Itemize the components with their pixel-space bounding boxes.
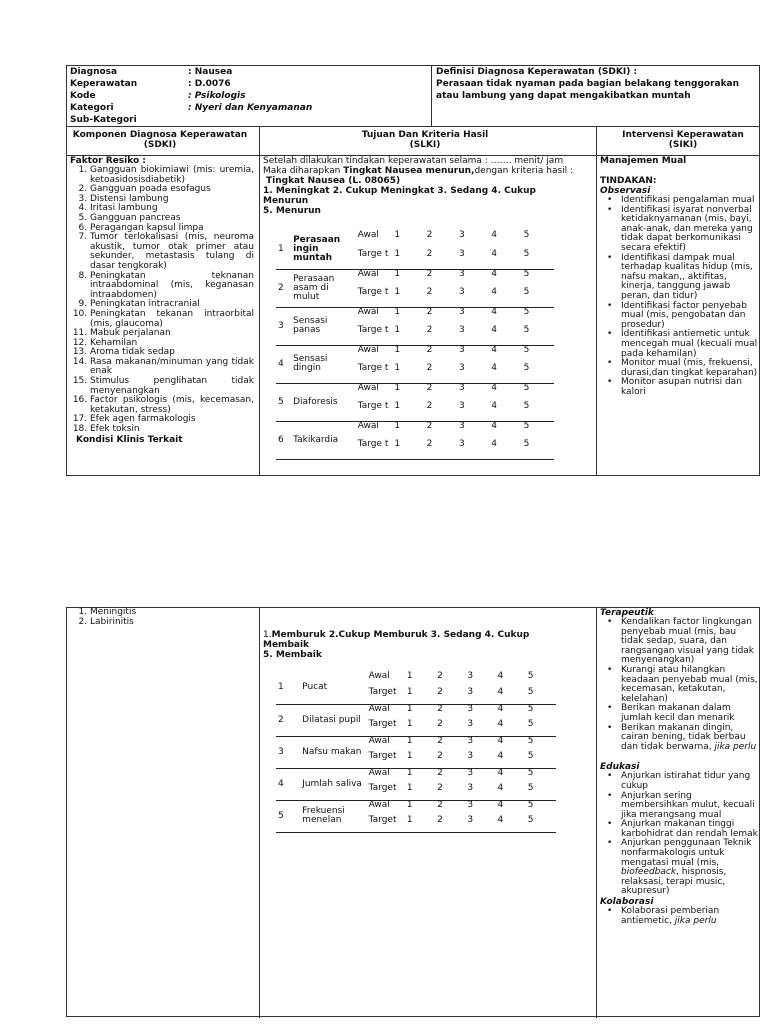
awal-label: Awal	[368, 671, 390, 681]
observasi-list	[600, 196, 758, 397]
target-label: Targe t	[356, 250, 393, 269]
score-cell: 4	[497, 799, 504, 810]
score-cell: 5	[527, 799, 534, 810]
kriteria-number: 5	[276, 383, 291, 421]
edukasi-item: • Anjurkan makanan tinggi karbohidrat dan rendah lemak	[600, 820, 758, 839]
target-label: Targe t	[356, 364, 393, 383]
kriteria-number: 4	[276, 768, 300, 800]
scale2-a1: 1.	[263, 630, 272, 640]
faktor-item: 1. Gangguan biokimiawi (mis: uremia, ketoasidosisdiabetik)	[90, 166, 254, 185]
score-cell: 1	[392, 440, 424, 459]
awal-label: Awal	[368, 767, 390, 778]
kriteria-name: Pucat	[300, 672, 366, 704]
value-kode: : D.0076	[188, 79, 231, 89]
score-cell: 5	[527, 671, 534, 681]
score-cell: 5	[522, 440, 554, 459]
score-cell: 4	[491, 268, 498, 279]
faktor-item: 11. Mabuk perjalanan	[90, 329, 254, 339]
kriteria-name: Jumlah saliva	[300, 768, 366, 800]
faktor-item: 18. Efek toksin	[90, 425, 254, 435]
kondisi-item: 1. Meningitis	[90, 608, 250, 618]
score-cell: 2	[426, 230, 433, 240]
scale-a: 1. Meningkat 2. Cukup Meningkat 3. Sedang 4. Cukup Menurun	[263, 186, 536, 206]
kriteria-name: Frekuensi menelan	[300, 800, 366, 832]
score-cell: 5	[522, 288, 554, 307]
score-cell: 2	[437, 799, 443, 810]
score-cell: 1	[406, 799, 413, 810]
tingkat-nausea-label: Tingkat Nausea (L. 08065)	[266, 176, 401, 186]
score-cell: 2	[437, 671, 443, 681]
faktor-item: 15. Stimulus penglihatan tidak menyenangkan	[90, 377, 254, 396]
target-label: Targe t	[356, 288, 393, 307]
table-row	[276, 383, 554, 402]
header-sdki: Komponen Diagnosa Keperawatan (SDKI)	[72, 130, 248, 150]
kriteria-number: 1	[276, 231, 291, 269]
terapeutik-item: • Kendalikan factor lingkungan penyebab mual (mis, bau tidak sedap, suara, dan rangsangan visual yang tidak menyenangkan)	[600, 618, 758, 666]
score-cell: 5	[522, 326, 554, 345]
score-cell: 3	[458, 268, 465, 279]
target-label: Targe t	[356, 402, 393, 421]
kriteria-number: 2	[276, 704, 300, 736]
score-cell: 2	[425, 250, 457, 269]
table-row	[276, 736, 556, 752]
awal-label: Awal	[368, 735, 390, 746]
score-cell: 3	[457, 364, 489, 383]
score-cell: 3	[465, 816, 495, 832]
score-cell: 5	[527, 735, 534, 746]
kriteria-number: 5	[276, 800, 300, 832]
target-label: Target	[367, 688, 405, 704]
score-cell: 5	[527, 767, 534, 778]
kriteria-number: 4	[276, 345, 291, 383]
kriteria-number: 2	[276, 269, 291, 307]
kriteria-name: Takikardia	[291, 421, 356, 459]
terapeutik-list	[600, 618, 758, 752]
awal-label: Awal	[357, 420, 379, 431]
faktor-item: 17. Efek agen farmakologis	[90, 415, 254, 425]
kriteria-name: Sensasi panas	[291, 307, 356, 345]
score-cell: 1	[406, 735, 413, 746]
observasi-item: • Identifikasi isyarat nonverbal ketidaknyamanan (mis, bayi, anak-anak, dan mereka yang tidak dapat berkomunikasi secara efektif)	[600, 206, 758, 254]
score-cell: 5	[526, 816, 556, 832]
faktor-item: 5. Gangguan pancreas	[90, 214, 254, 224]
label-subkategori: Sub-Kategori	[70, 115, 137, 125]
faktor-list	[70, 166, 254, 435]
score-cell: 1	[405, 720, 435, 736]
faktor-item: 16. Factor psikologis (mis, kecemasan, ketakutan, stress)	[90, 396, 254, 415]
score-cell: 4	[489, 402, 521, 421]
kriteria-name: Perasaan asam di mulut	[291, 269, 356, 307]
score-cell: 4	[496, 688, 526, 704]
faktor-item: 2. Gangguan poada esofagus	[90, 185, 254, 195]
faktor-item: 12. Kehamilan	[90, 339, 254, 349]
score-cell: 4	[489, 326, 521, 345]
score-cell: 5	[523, 306, 530, 317]
score-cell: 3	[458, 344, 465, 355]
score-cell: 3	[467, 703, 474, 714]
kriteria-number: 3	[276, 307, 291, 345]
score-cell: 3	[467, 671, 474, 681]
score-cell: 3	[458, 306, 465, 317]
terapeutik-item: • Kurangi atau hilangkan keadaan penyebab mual (mis, kecemasan, ketakutan, kelelahan)	[600, 666, 758, 704]
score-cell: 4	[497, 703, 504, 714]
observasi-label: Observasi	[600, 186, 651, 196]
edukasi-text: Anjurkan penggunaan Teknik nonfarmakologis untuk mengatasi mual (mis,	[621, 838, 752, 868]
kriteria-name: Diaforesis	[291, 383, 356, 421]
terapeutik-item: • Berikan makanan dalam jumlah kecil dan menarik	[600, 704, 758, 723]
score-cell: 1	[394, 230, 401, 240]
score-cell: 1	[392, 288, 424, 307]
faktor-title: Faktor Resiko :	[70, 156, 146, 166]
score-cell: 3	[457, 288, 489, 307]
kriteria-number: 1	[276, 672, 300, 704]
score-cell: 2	[426, 382, 433, 393]
score-cell: 4	[491, 420, 498, 431]
score-cell: 3	[457, 250, 489, 269]
score-cell: 4	[497, 671, 504, 681]
score-cell: 2	[425, 440, 457, 459]
score-cell: 3	[457, 440, 489, 459]
score-cell: 1	[392, 326, 424, 345]
awal-label: Awal	[357, 344, 379, 355]
score-cell: 1	[406, 767, 413, 778]
label-kategori: Kategori	[70, 103, 114, 113]
score-cell: 5	[526, 688, 556, 704]
score-cell: 1	[405, 784, 435, 800]
faktor-item: 3. Distensi lambung	[90, 195, 254, 205]
observasi-item: • Identifikasi antiemetic untuk mencegah mual (kecuali mual pada kehamilan)	[600, 330, 758, 359]
score-cell: 2	[435, 784, 465, 800]
target-label: Target	[367, 816, 405, 832]
score-cell: 4	[489, 288, 521, 307]
score-cell: 1	[406, 671, 413, 681]
faktor-item: 4. Iritasi lambung	[90, 204, 254, 214]
faktor-item: 6. Peragangan kapsul limpa	[90, 224, 254, 234]
score-cell: 1	[405, 816, 435, 832]
score-cell: 3	[457, 402, 489, 421]
identification-labels	[70, 66, 137, 126]
kolaborasi-text: Kolaborasi pemberian antiemetic,	[621, 906, 720, 926]
table-row	[276, 269, 554, 288]
score-cell: 4	[497, 767, 504, 778]
target-label: Targe t	[356, 326, 393, 345]
kondisi-list	[70, 608, 250, 627]
observasi-item: • Monitor asupan nutrisi dan kalori	[600, 378, 758, 397]
score-cell: 3	[465, 720, 495, 736]
score-cell: 2	[435, 720, 465, 736]
label-kode: Kode	[70, 91, 96, 101]
score-cell: 1	[406, 703, 413, 714]
score-cell: 3	[458, 420, 465, 431]
table-row	[276, 800, 556, 816]
kondisi-item: 2. Labirinitis	[90, 618, 250, 628]
observasi-item: • Identifikasi factor penyebab mual (mis, pengobatan dan prosedur)	[600, 302, 758, 331]
score-cell: 2	[426, 420, 433, 431]
score-cell: 4	[491, 382, 498, 393]
table-row	[276, 307, 554, 326]
siki-block	[600, 156, 758, 397]
score-cell: 5	[526, 720, 556, 736]
score-cell: 1	[405, 752, 435, 768]
faktor-item: 14. Rasa makanan/minuman yang tidak enak	[90, 358, 254, 377]
score-cell: 2	[437, 703, 443, 714]
score-cell: 1	[405, 688, 435, 704]
awal-label: Awal	[357, 382, 379, 393]
score-cell: 2	[437, 767, 443, 778]
maka-bold: Tingkat Nausea menurun,	[343, 166, 475, 176]
score-cell: 2	[435, 816, 465, 832]
identification-values	[188, 66, 312, 114]
kriteria-name: Sensasi dingin	[291, 345, 356, 383]
score-cell: 3	[467, 767, 474, 778]
table-row	[276, 768, 556, 784]
maka-rest: dengan kriteria hasil :	[474, 166, 574, 176]
kriteria-number: 3	[276, 736, 300, 768]
score-cell: 4	[489, 440, 521, 459]
label-keperawatan: Keperawatan	[70, 79, 138, 89]
header-siki: Intervensi Keperawatan (SIKI)	[622, 130, 744, 150]
observasi-item: • Monitor mual (mis, frekuensi, durasi,dan tingkat keparahan)	[600, 359, 758, 378]
kolaborasi-list	[600, 907, 758, 926]
edukasi-text: , hispnosis, relaksasi, terapi music, akupresur)	[621, 867, 727, 897]
score-cell: 3	[467, 735, 474, 746]
score-cell: 2	[425, 364, 457, 383]
kolaborasi-label: Kolaborasi	[600, 897, 654, 908]
target-label: Target	[367, 784, 405, 800]
score-cell: 1	[392, 364, 424, 383]
definisi-block	[436, 66, 754, 102]
tujuan-maka	[263, 166, 593, 176]
edukasi-item	[600, 839, 758, 897]
score-cell: 4	[496, 752, 526, 768]
table-row	[276, 704, 556, 720]
score-cell: 5	[522, 250, 554, 269]
table-row	[276, 345, 554, 364]
kriteria-name: Perasaan ingin muntah	[291, 231, 356, 269]
scale2-b: 5. Membaik	[263, 650, 322, 660]
faktor-item: 8. Peningkatan teknanan intraabdominal (mis, keganasan intraabdomen)	[90, 272, 254, 301]
score-cell: 2	[426, 306, 433, 317]
score-cell: 1	[394, 382, 401, 393]
score-cell: 5	[527, 703, 534, 714]
score-cell: 3	[458, 230, 465, 240]
table-row	[276, 672, 556, 688]
kriteria-name: Dilatasi pupil	[300, 704, 366, 736]
awal-label: Awal	[357, 230, 379, 240]
siki-block-2	[600, 608, 758, 926]
list-item	[600, 907, 758, 926]
awal-label: Awal	[357, 306, 379, 317]
score-cell: 1	[394, 306, 401, 317]
score-cell: 3	[465, 752, 495, 768]
score-cell: 5	[522, 402, 554, 421]
edukasi-item: • Anjurkan istirahat tidur yang cukup	[600, 772, 758, 791]
edukasi-list	[600, 772, 758, 897]
terapeutik-item: • Berikan makanan dingin, cairan bening, tidak berbau dan tidak berwarna, jika perlu	[600, 724, 758, 753]
score-cell: 3	[458, 382, 465, 393]
scale2-a	[263, 630, 563, 650]
kriteria-number: 6	[276, 421, 291, 459]
tujuan-intro: Setelah dilakukan tindakan keperawatan selama : ……. menit/ jam	[263, 156, 564, 166]
score-cell: 4	[491, 344, 498, 355]
score-cell: 2	[425, 326, 457, 345]
target-label: Target	[367, 752, 405, 768]
kriteria-table-1	[276, 231, 554, 460]
edukasi-item: • Anjurkan sering membersihkan mulut, kecuali jika merangsang mual	[600, 792, 758, 821]
score-cell: 4	[496, 816, 526, 832]
observasi-item: • Identifikasi dampak mual terhadap kualitas hidup (mis, nafsu makan,, aktifitas, kinerja, tanggung jawab peran, dan tidur)	[600, 254, 758, 302]
jika-perlu-text: jika perlu	[674, 915, 717, 926]
faktor-item: 13. Aroma tidak sedap	[90, 348, 254, 358]
score-cell: 4	[496, 784, 526, 800]
score-cell: 3	[467, 799, 474, 810]
definisi-text: Perasaan tidak nyaman pada bagian belakang tenggorakan atau lambung yang dapat mengakibatkan muntah	[436, 79, 740, 101]
score-cell: 5	[523, 420, 530, 431]
definisi-title: Definisi Diagnosa Keperawatan (SDKI) :	[436, 67, 638, 77]
score-cell: 3	[457, 326, 489, 345]
kriteria-name: Nafsu makan	[300, 736, 366, 768]
target-label: Targe t	[356, 440, 393, 459]
terapeutik-label: Terapeutik	[600, 608, 654, 618]
score-cell: 5	[523, 382, 530, 393]
score-cell: 1	[392, 250, 424, 269]
score-cell: 4	[497, 735, 504, 746]
awal-label: Awal	[368, 799, 390, 810]
score-cell: 4	[489, 250, 521, 269]
score-cell: 1	[394, 344, 401, 355]
score-cell: 2	[426, 344, 433, 355]
kriteria-table-2	[276, 672, 556, 833]
score-cell: 3	[465, 688, 495, 704]
awal-label: Awal	[357, 268, 379, 279]
siki-title: Manajemen Mual	[600, 156, 687, 166]
score-cell: 4	[491, 306, 498, 317]
score-cell: 2	[425, 288, 457, 307]
value-kategori: : Psikologis	[188, 91, 246, 101]
header-slki: Tujuan Dan Kriteria Hasil (SLKI)	[361, 130, 489, 150]
observasi-item: • Identifikasi pengalaman mual	[600, 196, 758, 206]
faktor-item: 10. Peningkatan tekanan intraorbital (mis, glaucoma)	[90, 310, 254, 329]
faktor-resiko	[70, 156, 254, 445]
value-diagnosa: : Nausea	[188, 67, 233, 77]
score-cell: 5	[526, 784, 556, 800]
jika-perlu-text: jika perlu	[714, 741, 757, 752]
edukasi-label: Edukasi	[600, 762, 640, 773]
biofeedback-text: biofeedback	[621, 867, 677, 878]
score-cell: 4	[489, 364, 521, 383]
score-cell: 4	[496, 720, 526, 736]
score-cell: 3	[465, 784, 495, 800]
score-cell: 5	[523, 344, 530, 355]
table-row	[276, 421, 554, 440]
score-cell: 5	[522, 364, 554, 383]
maka-text: Maka diharapkan	[263, 166, 344, 176]
kondisi-klinis-title: Kondisi Klinis Terkait	[76, 434, 183, 445]
score-cell: 2	[437, 735, 443, 746]
tujuan-block	[263, 156, 593, 216]
faktor-item: 9. Peningkatan intracranial	[90, 300, 254, 310]
score-cell: 4	[491, 230, 498, 240]
score-cell: 2	[435, 688, 465, 704]
scale-block-2	[263, 630, 563, 660]
scale-b: 5. Menurun	[263, 206, 321, 216]
score-cell: 2	[425, 402, 457, 421]
score-cell: 5	[523, 268, 530, 279]
score-cell: 2	[426, 268, 433, 279]
score-cell: 2	[435, 752, 465, 768]
label-diagnosa: Diagnosa	[70, 67, 118, 77]
awal-label: Awal	[368, 703, 390, 714]
tindakan-label: TINDAKAN:	[600, 176, 657, 186]
scale2-a2: Memburuk 2.Cukup Memburuk 3. Sedang 4. Cukup Membaik	[263, 630, 530, 650]
score-cell: 5	[523, 230, 530, 240]
score-cell: 1	[394, 420, 401, 431]
table-row	[276, 231, 554, 250]
target-label: Target	[367, 720, 405, 736]
value-subkategori: : Nyeri dan Kenyamanan	[188, 103, 313, 113]
score-cell: 5	[526, 752, 556, 768]
score-cell: 1	[392, 402, 424, 421]
score-cell: 1	[394, 268, 401, 279]
faktor-item: 7. Tumor terlokalisasi (mis, neuroma akustik, tumor otak primer atau sekunder, metastasis tulang di dasar tengkorak)	[90, 233, 254, 271]
